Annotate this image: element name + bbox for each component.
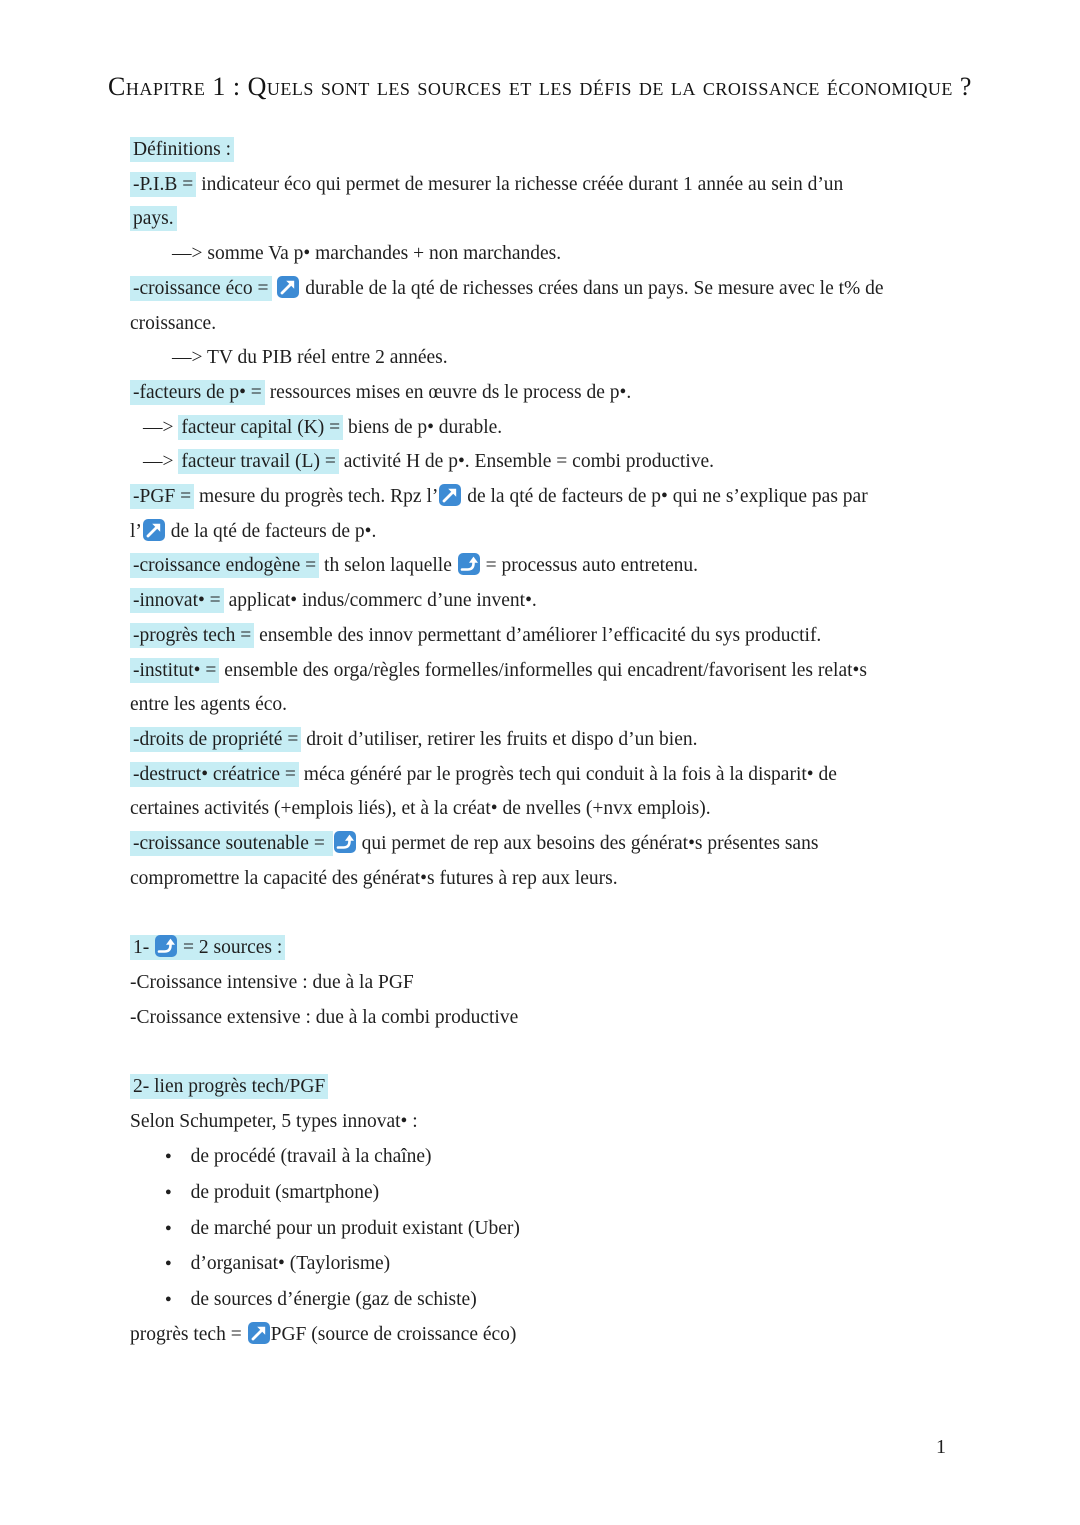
- text-line: [130, 1001, 1040, 1036]
- text-run: de marché pour un produit existant (Uber): [190, 1217, 520, 1239]
- section-2-heading: [130, 1070, 1040, 1105]
- text-run: = processus auto entretenu.: [480, 555, 699, 577]
- text-run: croissance.: [130, 312, 217, 334]
- text-line: [130, 411, 1040, 446]
- bullet-item: [130, 1139, 1040, 1175]
- text-line: [130, 549, 1040, 584]
- text-line: [130, 202, 1040, 237]
- text-line: [130, 1105, 1040, 1140]
- bullet-item: [130, 1211, 1040, 1247]
- text-run: [272, 278, 277, 299]
- highlighted-term: facteur capital (K) =: [178, 415, 343, 440]
- text-run: -Croissance extensive : due à la combi productive: [130, 1006, 519, 1028]
- text-run: ensemble des orga/règles formelles/informelles qui encadrent/favorisent les relat•s: [219, 659, 867, 681]
- text-line: [130, 792, 1040, 827]
- document-body: [130, 133, 1040, 1353]
- highlighted-term: [130, 935, 285, 960]
- text-run: Selon Schumpeter, 5 types innovat• :: [130, 1110, 418, 1132]
- page-title: Chapitre 1 : Quels sont les sources et les défis de la croissance économique ?: [108, 72, 972, 101]
- text-run: ressources mises en œuvre ds le process de p•.: [264, 381, 632, 403]
- arrow-up-right-icon: [277, 276, 299, 298]
- highlighted-term: -croissance soutenable =: [130, 831, 333, 856]
- text-run: entre les agents éco.: [130, 694, 288, 716]
- highlighted-term: facteur travail (L) =: [178, 449, 338, 474]
- text-line: [130, 1318, 1040, 1353]
- highlighted-term: -croissance éco =: [130, 276, 272, 301]
- text-line: [130, 307, 1040, 342]
- page-number: 1: [936, 1436, 946, 1458]
- highlighted-term: -PGF =: [130, 484, 194, 509]
- highlighted-term: [130, 1074, 328, 1099]
- text-run: = 2 sources :: [178, 937, 283, 959]
- bullet-item: [130, 1246, 1040, 1282]
- text-run: certaines activités (+emplois liés), et à la créat• de nvelles (+nvx emplois).: [130, 798, 711, 820]
- text-run: droit d’utiliser, retirer les fruits et dispo d’un bien.: [301, 728, 698, 750]
- text-run: —>: [143, 451, 179, 473]
- text-line: [130, 376, 1040, 411]
- text-run: PGF (source de croissance éco): [270, 1323, 517, 1345]
- text-run: th selon laquelle: [319, 555, 457, 577]
- text-run: de la qté de facteurs de p• qui ne s’explique pas par: [462, 486, 868, 508]
- text-run: -Croissance intensive : due à la PGF: [130, 971, 414, 993]
- text-line: [130, 862, 1040, 897]
- text-run: 2- lien progrès tech/PGF: [133, 1075, 326, 1097]
- highlighted-term: -destruct• créatrice =: [130, 762, 299, 787]
- curved-arrow-icon: [334, 831, 356, 853]
- text-line: [130, 584, 1040, 619]
- text-run: —> somme Va p• marchandes + non marchandes.: [172, 243, 562, 265]
- section-gap: [130, 1035, 1040, 1070]
- text-run: biens de p• durable.: [343, 416, 503, 438]
- highlighted-term: -P.I.B =: [130, 172, 196, 197]
- section-1-heading: [130, 931, 1040, 966]
- text-line: [130, 445, 1040, 480]
- bullet-item: [130, 1175, 1040, 1211]
- bullet-icon: ●: [165, 1150, 172, 1163]
- bullet-icon: ●: [165, 1186, 172, 1199]
- highlighted-term: -innovat• =: [130, 588, 224, 613]
- text-line: [130, 758, 1040, 793]
- text-run: qui permet de rep aux besoins des générat•s présentes sans: [356, 833, 819, 855]
- arrow-up-right-icon: [248, 1322, 270, 1344]
- text-run: de procédé (travail à la chaîne): [190, 1146, 432, 1168]
- text-run: de sources d’énergie (gaz de schiste): [190, 1289, 477, 1311]
- highlighted-term: -droits de propriété =: [130, 727, 301, 752]
- highlighted-term: -facteurs de p• =: [130, 380, 265, 405]
- definitions-heading: [130, 133, 1040, 168]
- text-run: l’: [130, 520, 142, 542]
- text-run: durable de la qté de richesses crées dans un pays. Se mesure avec le t% de: [300, 277, 884, 299]
- section-gap: [130, 896, 1040, 931]
- bullet-icon: ●: [165, 1257, 172, 1270]
- highlighted-term: pays.: [130, 206, 177, 231]
- text-run: compromettre la capacité des générat•s futures à rep aux leurs.: [130, 867, 618, 889]
- text-run: de la qté de facteurs de p•.: [165, 520, 377, 542]
- highlighted-term: Définitions :: [130, 137, 234, 162]
- text-line: [130, 237, 1040, 272]
- text-line: [130, 272, 1040, 307]
- text-run: —>: [143, 416, 179, 438]
- text-line: [130, 480, 1040, 515]
- highlighted-term: -progrès tech =: [130, 623, 254, 648]
- text-run: méca généré par le progrès tech qui conduit à la fois à la disparit• de: [298, 763, 837, 785]
- text-line: [130, 723, 1040, 758]
- arrow-up-right-icon: [143, 519, 165, 541]
- text-line: [130, 966, 1040, 1001]
- text-line: [130, 654, 1040, 689]
- arrow-up-right-icon: [439, 484, 461, 506]
- text-line: [130, 515, 1040, 550]
- text-run: 1-: [133, 937, 155, 959]
- curved-arrow-icon: [458, 553, 480, 575]
- bullet-item: [130, 1282, 1040, 1318]
- bullet-icon: ●: [165, 1221, 172, 1234]
- text-run: d’organisat• (Taylorisme): [190, 1253, 391, 1275]
- text-line: [130, 341, 1040, 376]
- text-run: de produit (smartphone): [190, 1182, 380, 1204]
- text-run: mesure du progrès tech. Rpz l’: [194, 486, 439, 508]
- bullet-icon: ●: [165, 1293, 172, 1306]
- text-run: activité H de p•. Ensemble = combi productive.: [338, 451, 715, 473]
- text-run: progrès tech =: [130, 1323, 247, 1345]
- text-line: [130, 168, 1040, 203]
- text-line: [130, 619, 1040, 654]
- text-line: [130, 827, 1040, 862]
- text-run: ensemble des innov permettant d’améliorer l’efficacité du sys productif.: [254, 624, 822, 646]
- highlighted-term: -institut• =: [130, 658, 219, 683]
- highlighted-term: -croissance endogène =: [130, 553, 319, 578]
- text-run: applicat• indus/commerc d’une invent•.: [223, 590, 537, 612]
- text-line: [130, 688, 1040, 723]
- text-run: indicateur éco qui permet de mesurer la richesse créée durant 1 année au sein d’un: [196, 173, 844, 195]
- text-run: —> TV du PIB réel entre 2 années.: [172, 347, 448, 369]
- curved-arrow-icon: [155, 935, 177, 957]
